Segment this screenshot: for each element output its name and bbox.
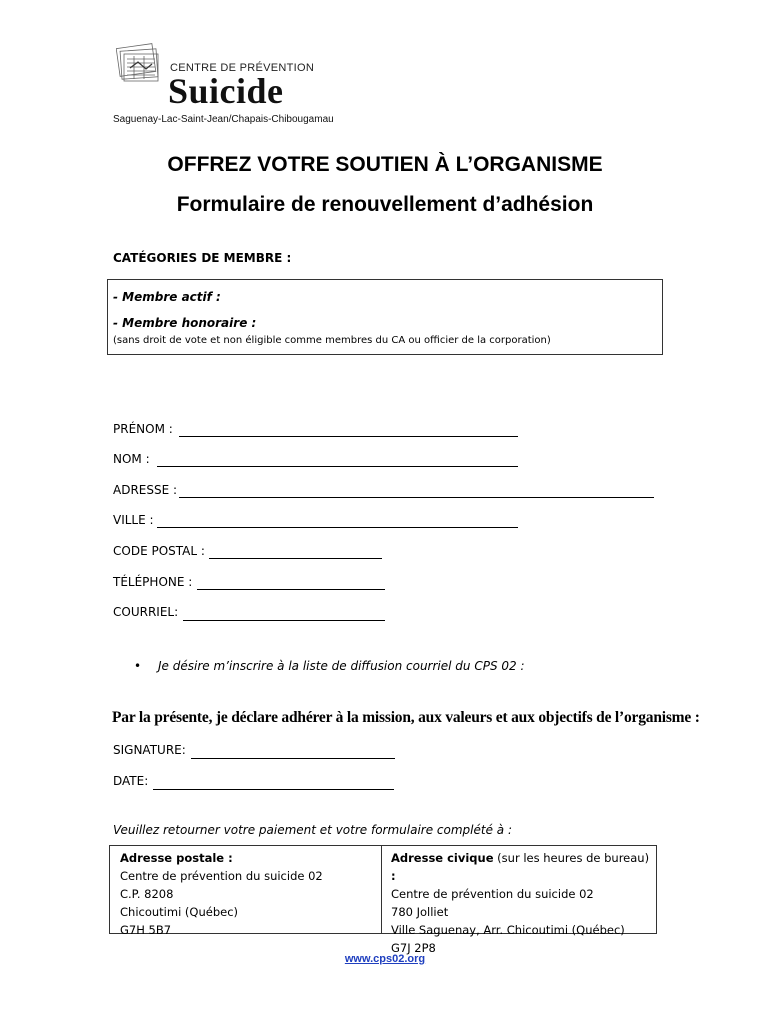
category-note: (sans droit de vote et non éligible comme membres du CA ou officier de la corporation) — [113, 335, 551, 346]
page-subtitle: Formulaire de renouvellement d’adhésion — [176, 193, 594, 216]
signature-field[interactable] — [191, 758, 395, 759]
adresse-label: ADRESSE : — [113, 483, 178, 497]
postal-line: Centre de prévention du suicide 02 — [120, 869, 323, 883]
date-field[interactable] — [153, 789, 394, 790]
prenom-label: PRÉNOM : — [113, 422, 173, 436]
declaration-text: Par la présente, je déclare adhérer à la mission, aux valeurs et aux objectifs de l’organisme : — [112, 709, 700, 726]
website-link[interactable]: www.cps02.org — [344, 953, 426, 965]
postal-line: C.P. 8208 — [120, 887, 174, 901]
ville-field[interactable] — [157, 527, 518, 528]
postal-address-heading: Adresse postale : — [120, 851, 233, 865]
logo-top-text: CENTRE DE PRÉVENTION — [170, 62, 315, 74]
prenom-field[interactable] — [179, 436, 518, 437]
categories-title: CATÉGORIES DE MEMBRE : — [113, 251, 292, 265]
page-title: OFFREZ VOTRE SOUTIEN À L’ORGANISME — [167, 153, 603, 176]
civic-heading-label: Adresse civique — [391, 851, 494, 865]
logo-region: Saguenay-Lac-Saint-Jean/Chapais-Chibougamau — [113, 114, 334, 125]
courriel-label: COURRIEL: — [113, 605, 179, 619]
category-active-member: - Membre actif : — [113, 290, 221, 304]
signature-label: SIGNATURE: — [113, 743, 186, 757]
stacked-pages-logo-icon — [116, 42, 162, 84]
civic-line: Ville Saguenay, Arr. Chicoutimi (Québec) — [391, 923, 625, 937]
civic-address — [382, 846, 656, 955]
logo-name: Suicide — [168, 71, 284, 111]
civic-line: G7J 2P8 — [391, 941, 436, 955]
telephone-label: TÉLÉPHONE : — [113, 575, 193, 589]
civic-heading-colon: : — [391, 869, 396, 883]
civic-address-heading — [391, 849, 656, 885]
nom-label: NOM : — [113, 452, 150, 466]
civic-line: 780 Jolliet — [391, 905, 449, 919]
nom-field[interactable] — [157, 466, 518, 467]
civic-line: Centre de prévention du suicide 02 — [391, 887, 594, 901]
newsletter-option[interactable]: Je désire m’inscrire à la liste de diffusion courriel du CPS 02 : — [158, 659, 525, 673]
code-postal-field[interactable] — [209, 558, 382, 559]
return-note: Veuillez retourner votre paiement et votre formulaire complété à : — [113, 823, 512, 837]
bullet: • — [134, 659, 142, 673]
adresse-field[interactable] — [179, 497, 654, 498]
telephone-field[interactable] — [197, 589, 385, 590]
address-table — [109, 845, 657, 955]
postal-address — [110, 846, 382, 937]
civic-heading-note: (sur les heures de bureau) — [493, 851, 650, 865]
ville-label: VILLE : — [113, 513, 154, 527]
category-honorary-member: - Membre honoraire : — [113, 316, 257, 330]
postal-line: G7H 5B7 — [120, 923, 172, 937]
postal-line: Chicoutimi (Québec) — [120, 905, 239, 919]
date-label: DATE: — [113, 774, 149, 788]
courriel-field[interactable] — [183, 620, 385, 621]
code-postal-label: CODE POSTAL : — [113, 544, 205, 558]
